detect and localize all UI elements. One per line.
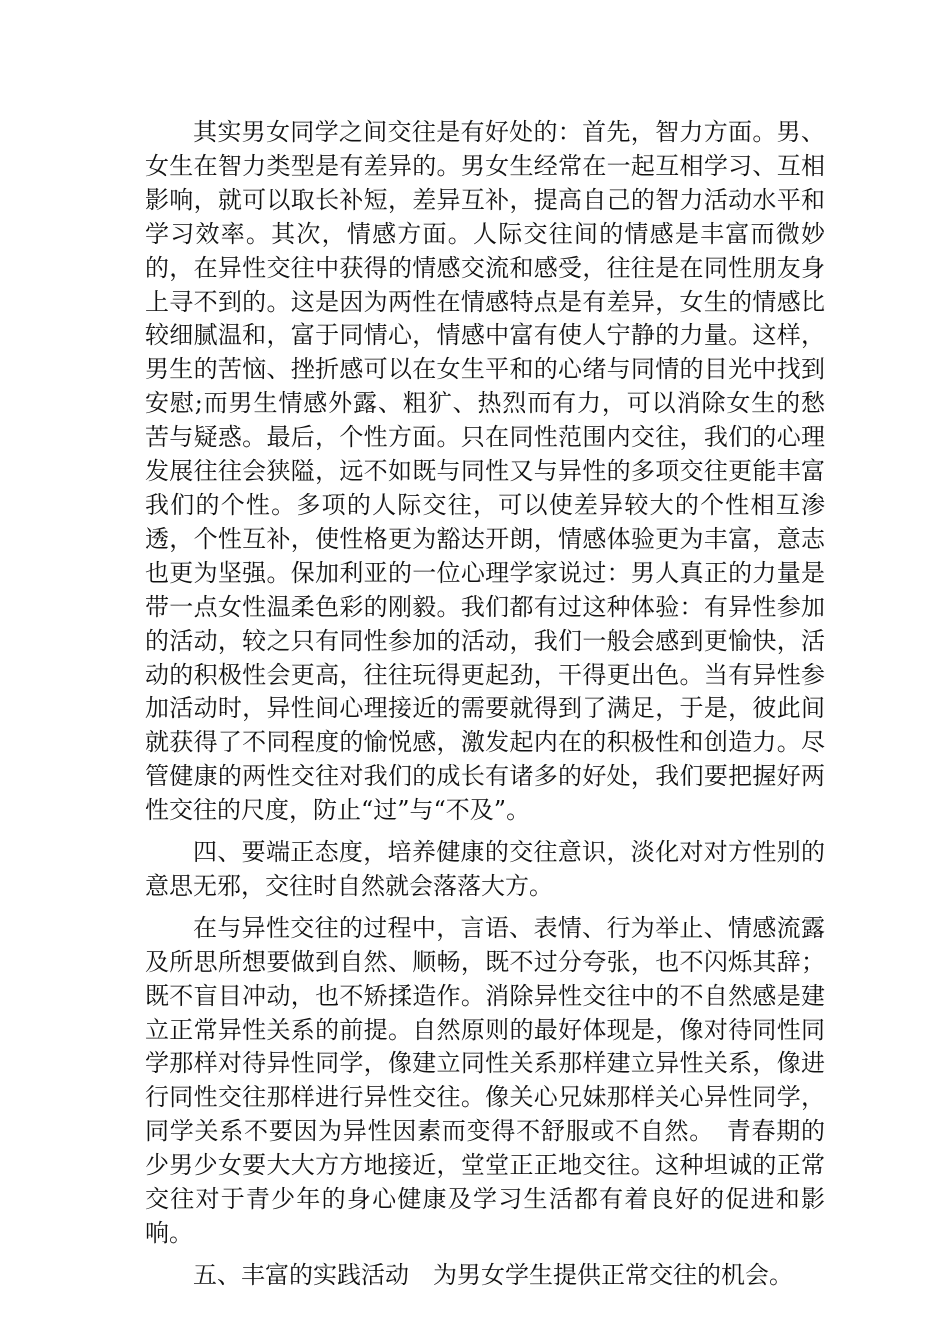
paragraph-section-four-heading: 四、要端正态度，培养健康的交往意识，淡化对对方性别的意思无邪，交往时自然就会落落大方。 — [145, 838, 825, 900]
paragraph-benefits: 其实男女同学之间交往是有好处的：首先，智力方面。男、女生在智力类型是有差异的。男女生经常在一起互相学习、互相影响，就可以取长补短，差异互补，提高自己的智力活动水平和学习效率。其次，情感方面。人际交往间的情感是丰富而微妙的，在异性交往中获得的情感交流和感受，往往是在同性朋友身上寻不到的。这是因为两性在情感特点是有差异，女生的情感比较细腻温和，富于同情心，情感中富有使人宁静的力量。这样，男生的苦恼、挫折感可以在女生平和的心绪与同情的目光中找到安慰;而男生情感外露、粗犷、热烈而有力，可以消除女生的愁苦与疑惑。最后，个性方面。只在同性范围内交往，我们的心理发展往往会狭隘，远不如既与同性又与异性的多项交往更能丰富我们的个性。多项的人际交往，可以使差异较大的个性相互渗透，个性互补，使性格更为豁达开朗，情感体验更为丰富，意志也更为坚强。保加利亚的一位心理学家说过：男人真正的力量是带一点女性温柔色彩的刚毅。我们都有过这种体验：有异性参加的活动，较之只有同性参加的活动，我们一般会感到更愉快，活动的积极性会更高，往往玩得更起劲，干得更出色。当有异性参加活动时，异性间心理接近的需要就得到了满足，于是，彼此间就获得了不同程度的愉悦感，激发起内在的积极性和创造力。尽管健康的两性交往对我们的成长有诸多的好处，我们要把握好两性交往的尺度，防止“过”与“不及”。 — [145, 118, 825, 825]
paragraph-natural-principle: 在与异性交往的过程中，言语、表情、行为举止、情感流露及所思所想要做到自然、顺畅，既不过分夸张，也不闪烁其辞；既不盲目冲动，也不矫揉造作。消除异性交往中的不自然感是建立正常异性关系的前提。自然原则的最好体现是，像对待同性同学那样对待异性同学，像建立同性关系那样建立异性关系，像进行同性交往那样进行异性交往。像关心兄妹那样关心异性同学，同学关系不要因为异性因素而变得不舒服或不自然。 青春期的少男少女要大大方方地接近，堂堂正正地交往。这种坦诚的正常交往对于青少年的身心健康及学习生活都有着良好的促进和影响。 — [145, 913, 825, 1247]
paragraph-section-five-heading: 五、丰富的实践活动 为男女学生提供正常交往的机会。 — [193, 1260, 793, 1289]
document-page — [145, 116, 825, 1293]
